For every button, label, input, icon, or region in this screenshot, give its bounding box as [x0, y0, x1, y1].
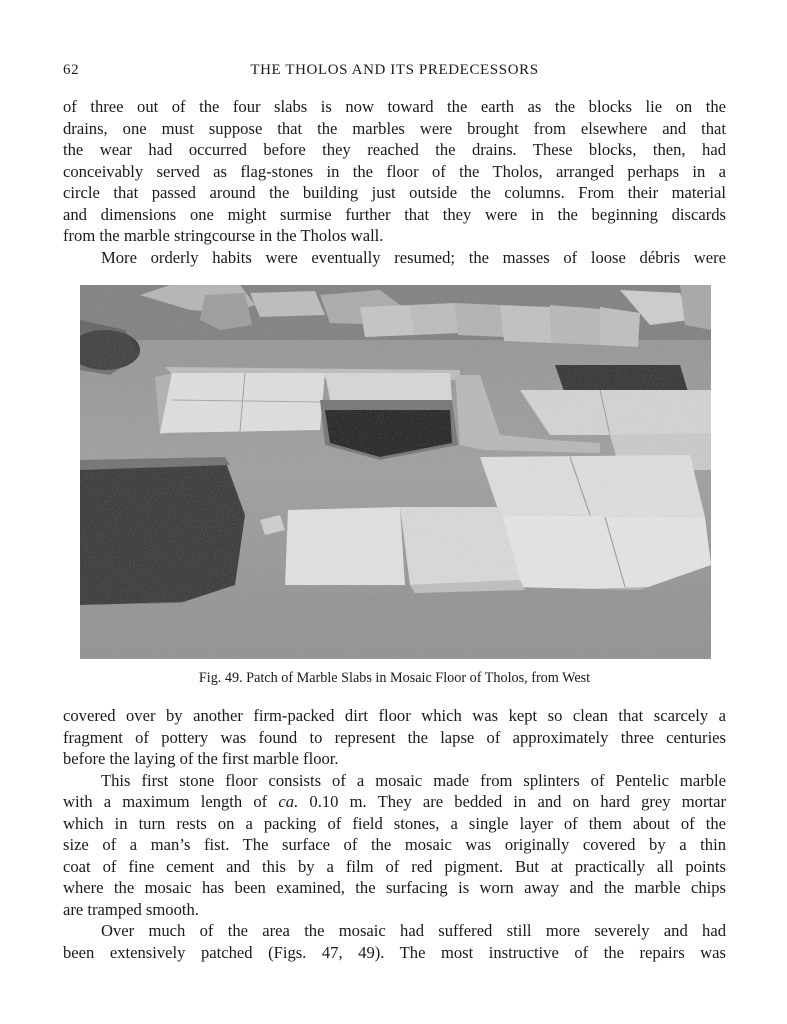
top-paragraph — [63, 96, 726, 268]
text-line: fragment of pottery was found to represent the lapse of approximately three centuries — [63, 727, 726, 747]
figure-photo — [80, 285, 711, 659]
text-line: This first stone floor consists of a mosaic made from splinters of Pentelic marble — [101, 770, 726, 790]
text-line: are tramped smooth. — [63, 899, 199, 919]
text-line: More orderly habits were eventually resumed; the masses of loose débris were — [101, 247, 726, 267]
text-line: covered over by another firm-packed dirt floor which was kept so clean that scarcely a — [63, 706, 726, 725]
running-header — [63, 62, 726, 82]
italic-abbreviation: ca. — [278, 792, 299, 811]
text-run: with a maximum length of — [63, 792, 279, 811]
text-line: and dimensions one might surmise further that they were in the beginning discards — [63, 204, 726, 224]
text-line: which in turn rests on a packing of field stones, a single layer of them about of the — [63, 813, 726, 833]
text-line: drains, one must suppose that the marbles were brought from elsewhere and that — [63, 118, 726, 138]
text-line: before the laying of the first marble floor. — [63, 749, 339, 768]
text-line: coat of fine cement and this by a film of red pigment. But at practically all points — [63, 856, 726, 876]
text-line: the wear had occurred before they reached the drains. These blocks, then, had — [63, 140, 726, 159]
after-figure-paragraph — [63, 705, 726, 963]
text-line: conceivably served as flag-stones in the floor of the Tholos, arranged perhaps in a — [63, 161, 726, 181]
text-line: Over much of the area the mosaic had suffered still more severely and had — [101, 921, 726, 940]
text-line: from the marble stringcourse in the Tholos wall. — [63, 226, 384, 245]
text-line-with-italic — [63, 791, 726, 813]
excavation-photo — [80, 285, 711, 659]
running-title: THE THOLOS AND ITS PREDECESSORS — [250, 62, 539, 78]
text-line: of three out of the four slabs is now toward the earth as the blocks lie on the — [63, 97, 726, 116]
text-line: circle that passed around the building just outside the columns. From their material — [63, 183, 726, 202]
text-line: where the mosaic has been examined, the surfacing is worn away and the marble chips — [63, 878, 726, 897]
page-number: 62 — [63, 62, 80, 78]
text-line: been extensively patched (Figs. 47, 49). The most instructive of the repairs was — [63, 942, 726, 962]
text-line: size of a man’s fist. The surface of the mosaic was originally covered by a thin — [63, 835, 726, 854]
figure-caption: Fig. 49. Patch of Marble Slabs in Mosaic Floor of Tholos, from West — [198, 670, 591, 686]
text-run: 0.10 m. They are bedded in and on hard grey mortar — [298, 792, 727, 811]
